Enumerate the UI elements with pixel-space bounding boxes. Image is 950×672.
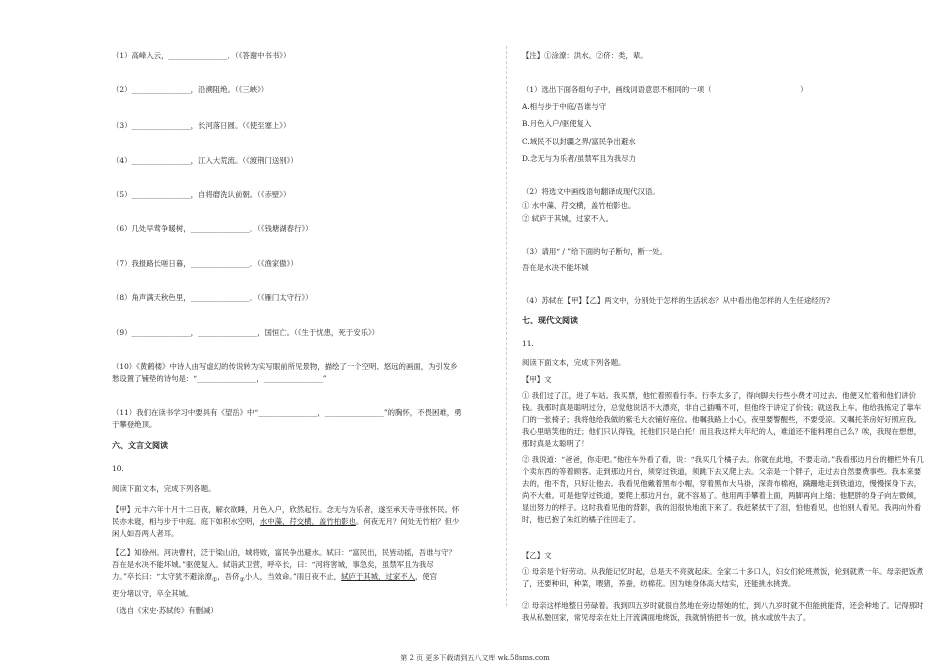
text-jia-line1: 【甲】元丰六年十月十二日夜，解衣欲睡，月色入户，欣然起行。念无与为乐者，遂至承天寺寻张怀民。怀 bbox=[112, 505, 460, 514]
text-yi-line3-d: ，使官 bbox=[415, 572, 438, 581]
question-11-number: 11. bbox=[522, 339, 534, 348]
text-yi-line2: 吾在是水决不能坏城。”驱使复入。轼诣武卫营，呼卒长，曰：“河将害城，事急矣，虽禁军且为我尽 bbox=[112, 560, 434, 569]
r-question-2b: ② 轼庐于其城，过家不入。 bbox=[522, 214, 614, 223]
r-question-1: （1）选出下面各组句子中，画线词语意思不相同的一项（ ） bbox=[522, 85, 808, 94]
r-question-4: （4）苏轼在【甲】【乙】两文中，分别处于怎样的生活状态？从中看出他怎样的人生任途经历? bbox=[522, 296, 830, 305]
paragraph-yi-2: ② 母亲这样地整日劳碌着。我到四五岁时就很自然地在旁边帮她的忙，到八九岁时就不但能挑能背，还会种地了。记得那时我从私塾回家，常见母亲在灶上汗流满面地烧饭，我就悄悄把书一放，挑水或放牛去了。 bbox=[522, 601, 924, 622]
paragraph-jia-1: ① 我们过了江，进了车站。我买票，他忙着照看行李。行李太多了，得向脚夫行些小费才可过去。他便又忙着和他们讲价钱。我那时真是聪明过分，总觉他说话不大漂亮，非自己插嘴不可，但他终于讲定了价钱；就送我上车。他给我拣定了靠车门的一张椅子；我将他给我做的紫毛大衣铺好座位。他嘱我路上小心，夜里要警醒些，不要受凉。又嘱托茶房好好照应我。我心里暗笑他的迂；他们只认得钱，托他们只是白托！而且我这样大年纪的人，难道还不能料理自己么？唉，我现在想想，那时真是太聪明了！ bbox=[522, 391, 922, 448]
r-question-3: （3）请用“ / ”给下面的句子断句，断一处。 bbox=[522, 247, 668, 256]
text-jia-line2 bbox=[112, 516, 459, 528]
page-footer: 第 2 页 更多下载请到五八文库 wk.58sms.com bbox=[400, 654, 550, 662]
paragraph-yi-1: ① 母亲是个好劳动。从我能记忆时起，总是天不亮就起床。全家二十多口人，妇女们轮班煮饭，轮到就煮一年。母亲把饭煮了，还要种田，种菜，喂猪，养蚕，纺棉花。因为她身体高大结实，还能挑水挑粪。 bbox=[522, 567, 924, 588]
question-6: （6）几处早莺争暖树，________________．（《钱塘湖春行》） bbox=[112, 224, 313, 233]
text-yi-label: 【乙】文 bbox=[522, 551, 552, 560]
footnote-mark-1: ① bbox=[211, 576, 218, 584]
option-c: C.域民不以封疆之界/富民争出避水 bbox=[522, 137, 636, 146]
text-jia-line3: 闲人如吾两人者耳。 bbox=[112, 529, 179, 538]
question-1: （1）高峰入云，________________．（《答谢中书书》） bbox=[112, 51, 291, 60]
text-jia-label: 【甲】文 bbox=[522, 375, 552, 384]
text-yi-line3-c: 小人，当效命。”雨日夜不止， bbox=[244, 572, 342, 581]
question-10-intro: 阅读下面文本，完成下列各题。 bbox=[112, 484, 216, 493]
question-11-line2: 于攀登绝顶。 bbox=[112, 420, 157, 429]
question-8: （8）角声满天秋色里，________________．（《雁门太守行》） bbox=[112, 293, 313, 302]
question-7: （7）我报路长嗟日暮，________________．（《渔家傲》） bbox=[112, 259, 298, 268]
question-10-line2: 愁设置了铺垫的诗句是：“________________，________________” bbox=[112, 374, 327, 383]
paragraph-jia-2: ② 我说道：“爸爸，你走吧。”他往车外看了看，说：“我买几个橘子去。你就在此地，不要走动。”我看那边月台的栅栏外有几个卖东西的等着顾客。走到那边月台，须穿过铁道，须跳下去又爬上去。父亲是一个胖子，走过去自然要费事些。我本来要去的，他不肯，只好让他去。我看见他戴着黑布小帽，穿着黑布大马褂，深青布棉袍，蹒跚地走到铁道边，慢慢探身下去，尚不大难。可是他穿过铁道，要爬上那边月台，就不容易了。他用两手攀着上面，两脚再向上缩；他肥胖的身子向左微倾，显出努力的样子。这时我看见他的背影，我的泪很快地流下来了。我赶紧拭干了泪，怕他看见，也怕别人看见。我再向外看时，他已抱了朱红的橘子往回走了。 bbox=[522, 455, 924, 524]
option-b: B.月色入户/驱使复入 bbox=[522, 119, 592, 128]
text-jia-line2-b: 。何夜无月？何处无竹柏？但少 bbox=[355, 517, 460, 526]
text-jia-line2-a: 民亦未寝，相与步于中庭。庭下如积水空明， bbox=[112, 517, 260, 526]
text-yi-line1: 【乙】知徐州。河决曹村，泛于梁山泊，城将败，富民争出避水。轼曰：“富民出，民皆动摇，吾谁与守？ bbox=[112, 548, 456, 557]
column-divider bbox=[506, 46, 507, 606]
text-yi-line4: 吏分堵以守，卒全其城。 bbox=[112, 589, 194, 598]
question-3: （3）________________，长河落日圆。（《使至塞上》） bbox=[112, 121, 291, 130]
source-citation: （选自《宋史·苏轼传》有删减） bbox=[112, 606, 218, 615]
text-yi-line3-a: 力。”卒长曰：“太守犹不避涂潦 bbox=[112, 572, 212, 581]
option-a: A.相与步于中庭/吾谁与守 bbox=[522, 102, 607, 111]
r-question-2: （2）将选文中画线语句翻译成现代汉语。 bbox=[522, 187, 660, 196]
question-9: （9）________________，________________，国恒亡。（《生于忧患，死于安乐》） bbox=[112, 328, 380, 337]
text-yi-line3-b: ，吾侪 bbox=[217, 572, 240, 581]
question-10-line1: （10）《黄鹤楼》中诗人由写虚幻的传说转为实写眼前所见景物，描绘了一个空明、悠远的画面，为引发乡 bbox=[112, 362, 458, 371]
question-11-line1: （11）我们在读书学习中要具有《望岳》中“________________，________________”的胸怀，不畏困难，勇 bbox=[112, 408, 462, 417]
section-6-heading: 六、文言文阅读 bbox=[112, 441, 168, 450]
question-5: （5）________________，自将磨洗认前朝。（《赤壁》） bbox=[112, 190, 291, 199]
section-7-heading: 七、现代文阅读 bbox=[522, 316, 578, 325]
underlined-sentence-2: 轼庐于其城，过家不入 bbox=[341, 572, 415, 581]
r-question-3-sentence: 吾在是水决不能坏城 bbox=[522, 263, 589, 272]
question-4: （4）________________，江入大荒流。（《渡荆门送别》） bbox=[112, 156, 298, 165]
option-d: D.念无与为乐者/虽禁军且为我尽力 bbox=[522, 154, 636, 163]
footnote-mark-2: ② bbox=[239, 576, 245, 584]
underlined-sentence-1: 水中藻、荇交横，盖竹柏影也 bbox=[259, 517, 356, 526]
r-question-2a: ① 水中藻、荇交横，盖竹柏影也。 bbox=[522, 201, 636, 210]
text-yi-line3 bbox=[112, 571, 437, 586]
footnote: 【注】①涂潦：洪水。②侪：类，辈。 bbox=[522, 51, 648, 60]
question-2: （2）________________，沿溯阻绝。（《三峡》） bbox=[112, 85, 269, 94]
question-11-intro: 阅读下面文本，完成下列各题。 bbox=[522, 358, 626, 367]
question-10-number: 10. bbox=[112, 464, 124, 473]
